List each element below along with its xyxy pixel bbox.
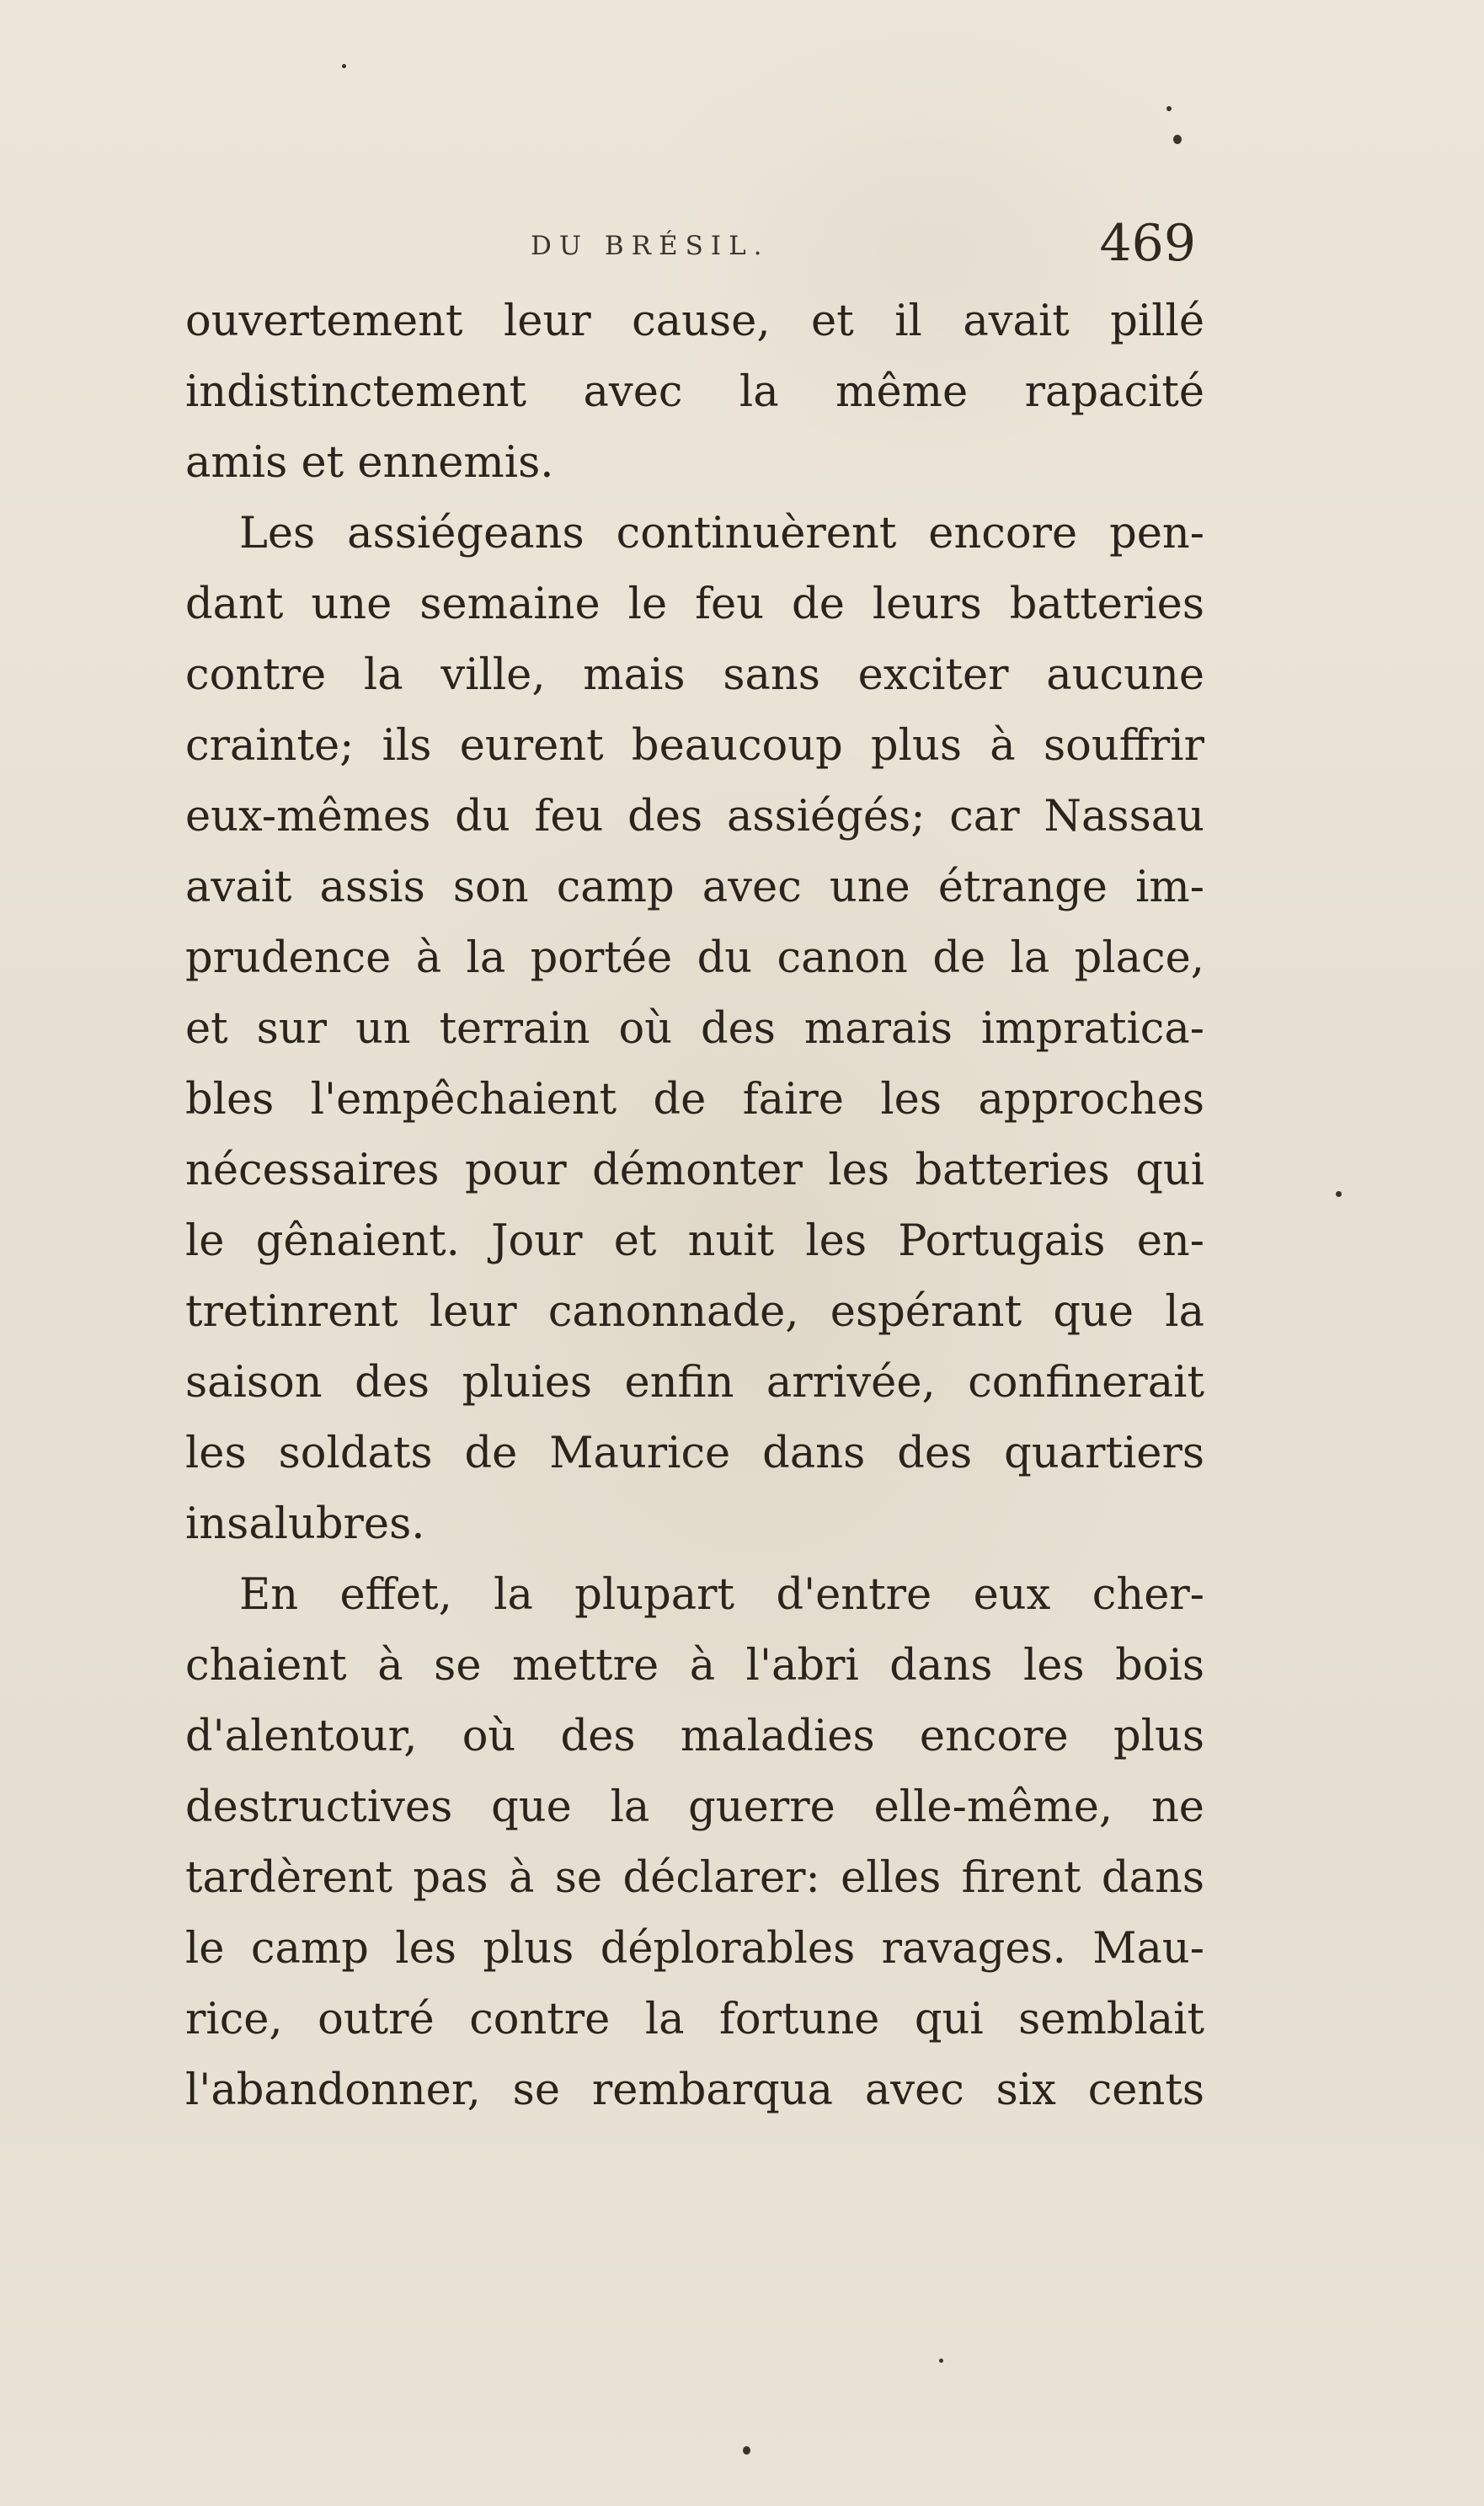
text-line: d'alentour, où des maladies encore plus — [185, 1712, 1204, 1761]
text-line: crainte; ils eurent beaucoup plus à souffrir — [185, 721, 1204, 771]
text-line: saison des pluies enfin arrivée, confinerait — [185, 1358, 1204, 1408]
text-line: indistinctement avec la même rapacité — [185, 367, 1204, 417]
text-line: insalubres. — [185, 1499, 425, 1549]
text-line: les soldats de Maurice dans des quartiers — [185, 1429, 1204, 1478]
ink-speck — [743, 2446, 750, 2455]
ink-speck — [1166, 106, 1172, 111]
text-line: prudence à la portée du canon de la place, — [185, 933, 1204, 983]
body-text — [185, 286, 1204, 2126]
text-line: bles l'empêchaient de faire les approches — [185, 1075, 1204, 1125]
page-header — [531, 214, 1196, 276]
text-line: l'abandonner, se rembarqua avec six cents — [185, 2065, 1204, 2115]
page-number: 469 — [1099, 214, 1196, 273]
text-line: amis et ennemis. — [185, 438, 554, 488]
text-line: tardèrent pas à se déclarer: elles firent dans — [185, 1853, 1204, 1903]
text-line: tretinrent leur canonnade, espérant que la — [185, 1287, 1204, 1337]
text-line: destructives que la guerre elle-même, ne — [185, 1782, 1204, 1832]
running-head: DU BRÉSIL. — [531, 231, 770, 261]
text-line: le camp les plus déplorables ravages. Mau- — [185, 1924, 1204, 1974]
ink-speck — [1336, 1191, 1342, 1197]
text-line: avait assis son camp avec une étrange im- — [185, 863, 1204, 912]
text-line: En effet, la plupart d'entre eux cher- — [239, 1570, 1204, 1620]
text-line: nécessaires pour démonter les batteries qui — [185, 1146, 1204, 1195]
ink-speck — [342, 64, 346, 68]
ink-speck — [1173, 135, 1182, 144]
text-line: dant une semaine le feu de leurs batteries — [185, 580, 1204, 629]
text-line: contre la ville, mais sans exciter aucune — [185, 650, 1204, 700]
text-line: le gênaient. Jour et nuit les Portugais en- — [185, 1216, 1204, 1266]
text-line: rice, outré contre la fortune qui semblait — [185, 1995, 1204, 2044]
text-line: et sur un terrain où des marais impratica- — [185, 1004, 1204, 1054]
ink-speck — [939, 2359, 943, 2363]
text-line: chaient à se mettre à l'abri dans les bois — [185, 1641, 1204, 1691]
text-line: eux-mêmes du feu des assiégés; car Nassau — [185, 792, 1204, 842]
text-line: ouvertement leur cause, et il avait pillé — [185, 297, 1204, 346]
text-line: Les assiégeans continuèrent encore pen- — [239, 509, 1204, 558]
